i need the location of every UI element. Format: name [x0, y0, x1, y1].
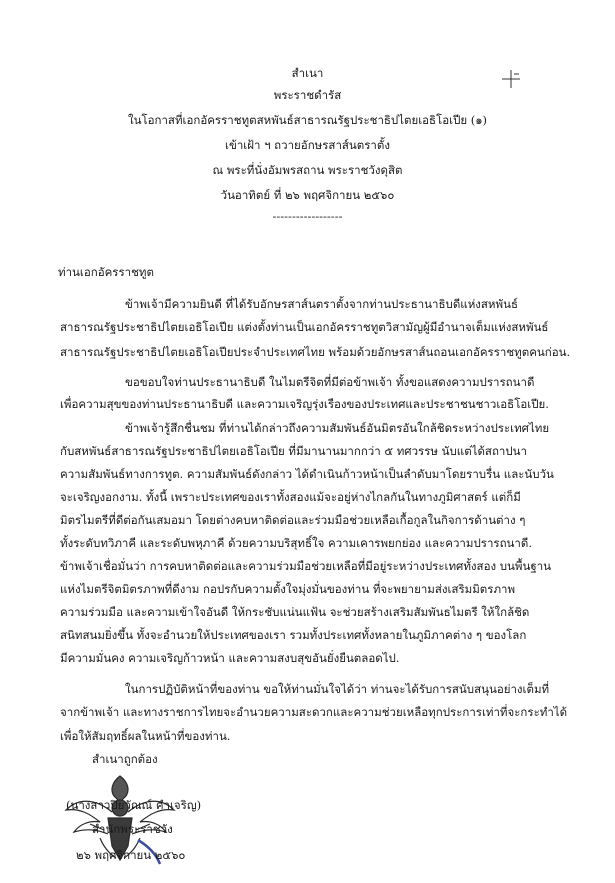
- speech-title: พระราชดำรัส: [273, 88, 342, 102]
- copy-label: สำเนา: [291, 66, 324, 80]
- body-line: แห่งไมตรีจิตมิตรภาพที่ดีงาม กอปรกับความตั้งใจมุ่งมั่นของท่าน ที่จะพยายามส่งเสริมมิตรภาพ: [60, 582, 516, 596]
- body-line: ข้าพเจ้ารู้สึกชื่นชม ที่ท่านได้กล่าวถึงความสัมพันธ์อันมิตรอันใกล้ชิดระหว่างประเทศไทย: [125, 421, 550, 435]
- body-line: ความร่วมมือ และความเข้าใจอันดี ให้กระชับแน่นแฟ้น จะช่วยสร้างเสริมสัมพันธไมตรี ให้ใกล้ชิด: [60, 605, 530, 619]
- body-line: สนิทสนมยิ่งขึ้น ทั้งจะอำนวยให้ประเทศของเรา รวมทั้งประเทศทั้งหลายในภูมิภาคต่าง ๆ ของโลก: [60, 628, 527, 642]
- occasion-line: ในโอกาสที่เอกอัครราชทูตสหพันธ์สาธารณรัฐประชาธิปไตยเอธิโอเปีย (๑): [127, 113, 488, 127]
- signature-date: ๒๖ พฤศจิกายน ๒๕๖๐: [76, 848, 186, 862]
- body-line: ทั้งระดับทวิภาคี และระดับพหุภาคี ด้วยความบริสุทธิ์ใจ ความเคารพยกย่อง และความปรารถนาดี.: [60, 536, 532, 550]
- body-line: กับสหพันธ์สาธารณรัฐประชาธิปไตยเอธิโอเปีย ที่มีมานานมากกว่า ๕ ทศวรรษ นับแต่ได้สถาปนา: [60, 444, 527, 458]
- certified-copy-label: สำเนาถูกต้อง: [92, 752, 158, 766]
- body-line: ข้าพเจ้าเชื่อมั่นว่า การคบหาติดต่อและความร่วมมือช่วยเหลือที่มีอยู่ระหว่างประเทศทั้งสอง บนพื้นฐาน: [60, 559, 552, 573]
- body-line: เพื่อความสุขของท่านประธานาธิบดี และความเจริญรุ่งเรืองของประเทศและประชาชนชาวเอธิโอเปีย.: [60, 397, 549, 411]
- body-line: สาธารณรัฐประชาธิปไตยเอธิโอเปียประจำประเทศไทย พร้อมด้วยอักษรสาส์นถอนเอกอัครราชทูตคนก่อน.: [60, 345, 571, 359]
- salutation: ท่านเอกอัครราชทูต: [58, 265, 154, 279]
- venue-line: ณ พระที่นั่งอัมพรสถาน พระราชวังดุสิต: [212, 163, 403, 177]
- body-line: จะเจริญงอกงาม. ทั้งนี้ เพราะประเทศของเราทั้งสองแม้จะอยู่ห่างไกลกันในทางภูมิศาสตร์ แต่ก็มี: [60, 490, 521, 504]
- certifier-name: (นางสาวปิยวัณณ์ คำเจริญ): [66, 798, 202, 812]
- body-line: สาธารณรัฐประชาธิปไตยเอธิโอเปีย แต่งตั้งท่านเป็นเอกอัครราชทูตวิสามัญผู้มีอำนาจเต็มแห่งสหพันธ์: [60, 320, 549, 334]
- body-line: ขอขอบใจท่านประธานาธิบดี ในไมตรีจิตที่มีต่อข้าพเจ้า ทั้งขอแสดงความปรารถนาดี: [125, 375, 535, 389]
- body-line: จากข้าพเจ้า และทางราชการไทยจะอำนวยความสะดวกและความช่วยเหลือทุกประการเท่าที่จะกระทำได้: [60, 705, 568, 719]
- audience-line: เข้าเฝ้า ฯ ถวายอักษรสาส์นตราตั้ง: [225, 138, 390, 152]
- body-line: เพื่อให้สัมฤทธิ์ผลในหน้าที่ของท่าน.: [60, 729, 231, 743]
- header-rule: ------------------: [272, 209, 343, 223]
- body-line: มีความมั่นคง ความเจริญก้าวหน้า และความสงบสุขอันยั่งยืนตลอดไป.: [60, 651, 400, 665]
- body-line: มิตรไมตรีที่ดีต่อกันเสมอมา โดยต่างคบหาติดต่อและร่วมมือช่วยเหลือเกื้อกูลในกิจการด้านต่าง ๆ: [60, 513, 526, 527]
- date-line: วันอาทิตย์ ที่ ๒๖ พฤศจิกายน ๒๕๖๐: [220, 188, 395, 202]
- body-line: ความสัมพันธ์ทางการทูต. ความสัมพันธ์ดังกล่าว ได้ดำเนินก้าวหน้าเป็นลำดับมาโดยราบรื่น และนับวัน: [60, 467, 554, 481]
- body-line: ในการปฏิบัติหน้าที่ของท่าน ขอให้ท่านมั่นใจได้ว่า ท่านจะได้รับการสนับสนุนอย่างเต็มที่: [125, 682, 550, 696]
- office-name: สำนักพระราชวัง: [92, 822, 173, 836]
- body-line: ข้าพเจ้ามีความยินดี ที่ได้รับอักษรสาส์นตราตั้งจากท่านประธานาธิบดีแห่งสหพันธ์: [125, 297, 518, 311]
